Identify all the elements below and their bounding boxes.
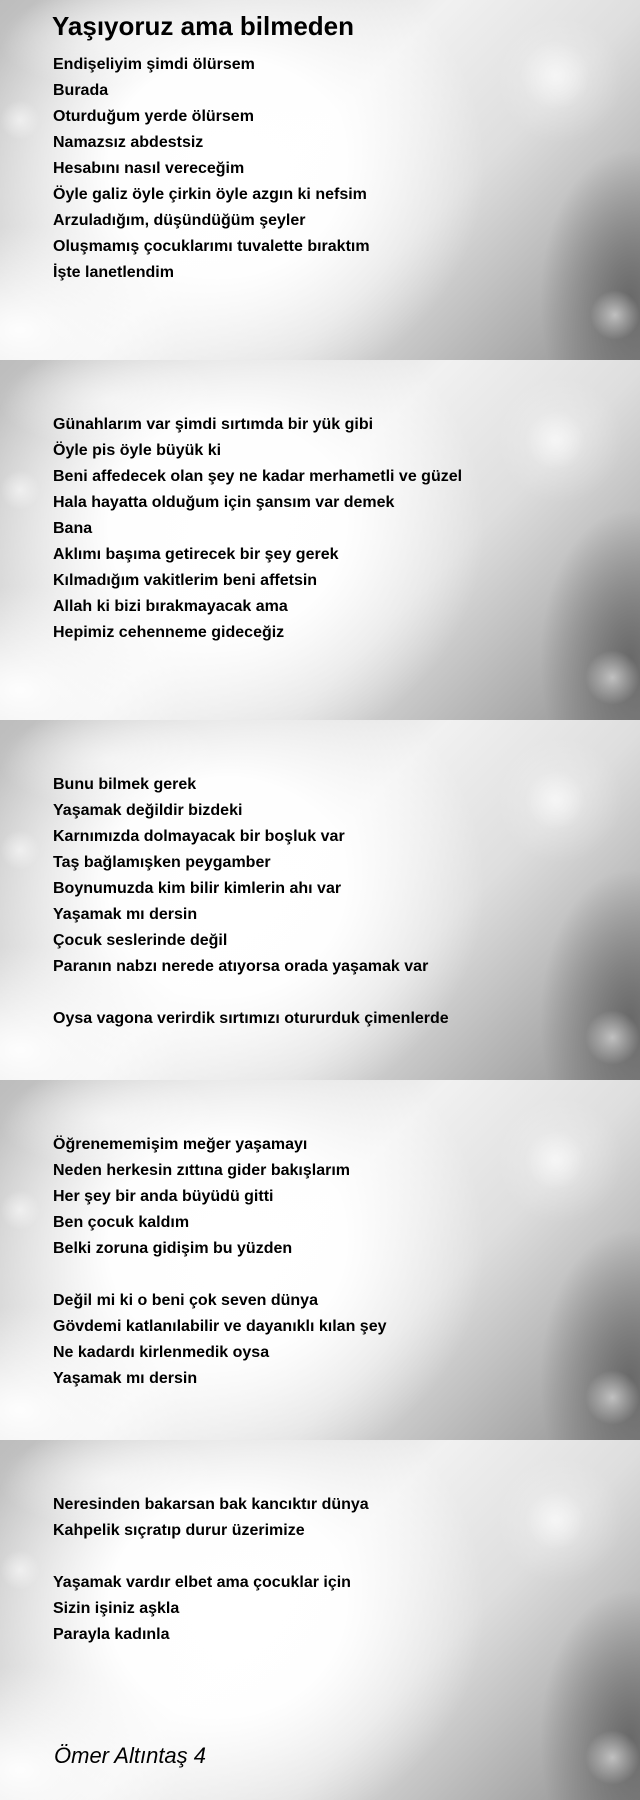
poem-panel-1 [0,0,640,360]
stanza-1 [53,52,370,286]
poem-line: Taş bağlamışken peygamber [53,854,271,871]
poem-line: Oturduğum yerde ölürsem [53,108,254,125]
poem-panel-4 [0,1080,640,1440]
stanza-5 [53,1492,369,1648]
poem-line: Hepimiz cehenneme gideceğiz [53,624,285,641]
poem-line: Kılmadığım vakitlerim beni affetsin [53,572,318,589]
poem-line: Namazsız abdestsiz [53,134,204,151]
stanza-2 [53,412,462,646]
bokeh-decoration [0,1190,40,1230]
author-signature: Ömer Altıntaş 4 [54,1743,207,1768]
poem-line: Hesabını nasıl vereceğim [53,160,245,177]
poem-line: Yaşamak değildir bizdeki [53,802,243,819]
poem-line: Burada [53,82,109,99]
poem-line: Yaşamak mı dersin [53,906,198,923]
poem-line: Belki zoruna gidişim bu yüzden [53,1240,293,1257]
bokeh-decoration [525,1130,585,1190]
poem-line: Bunu bilmek gerek [53,776,197,793]
bokeh-decoration [585,1730,640,1785]
poem-panel-5 [0,1440,640,1800]
poem-line: Kahpelik sıçratıp durur üzerimize [53,1522,305,1539]
poem-line: Gövdemi katlanılabilir ve dayanıklı kılan şey [53,1318,387,1335]
poem-line: Parayla kadınla [53,1626,170,1643]
poem-panel-2 [0,360,640,720]
stanza-gap [53,1544,369,1570]
bokeh-decoration [0,1550,40,1590]
stanza-3 [53,772,449,1032]
poem-line: Yaşamak mı dersin [53,1370,198,1387]
bokeh-decoration [0,100,40,140]
poem-line: Endişeliyim şimdi ölürsem [53,56,255,73]
bokeh-decoration [585,1010,640,1065]
poem-line: Bana [53,520,93,537]
poem-line: Aklımı başıma getirecek bir şey gerek [53,546,339,563]
bokeh-decoration [0,830,40,870]
poem-line: Karnımızda dolmayacak bir boşluk var [53,828,345,845]
poem-line: İşte lanetlendim [53,264,174,281]
poem-line: Arzuladığım, düşündüğüm şeyler [53,212,306,229]
poem-line: Oysa vagona verirdik sırtımızı otururduk çimenlerde [53,1010,449,1027]
poem-line: Ben çocuk kaldım [53,1214,190,1231]
stanza-gap [53,1262,386,1288]
poem-line: Çocuk seslerinde değil [53,932,228,949]
bokeh-decoration [0,470,40,510]
poem-line: Hala hayatta olduğum için şansım var demek [53,494,395,511]
bokeh-decoration [525,410,585,470]
poem-panel-3 [0,720,640,1080]
bokeh-decoration [525,1490,585,1550]
bokeh-decoration [520,40,590,110]
poem-line: Ne kadardı kirlenmedik oysa [53,1344,270,1361]
poem-line: Sizin işiniz aşkla [53,1600,180,1617]
poem-title: Yaşıyoruz ama bilmeden [52,11,355,41]
poem-line: Neresinden bakarsan bak kancıktır dünya [53,1496,369,1513]
poem-line: Allah ki bizi bırakmayacak ama [53,598,288,615]
poem-line: Oluşmamış çocuklarımı tuvalette bıraktım [53,238,370,255]
poem-line: Her şey bir anda büyüdü gitti [53,1188,274,1205]
bokeh-decoration [590,290,640,340]
poem-line: Boynumuzda kim bilir kimlerin ahı var [53,880,342,897]
poem-line: Öğrenememişim meğer yaşamayı [53,1136,308,1153]
poem-line: Öyle galiz öyle çirkin öyle azgın ki nefsim [53,186,367,203]
stanza-gap [53,980,449,1006]
bokeh-decoration [585,650,640,705]
stanza-4 [53,1132,386,1392]
poem-line: Günahlarım var şimdi sırtımda bir yük gibi [53,416,374,433]
poem-line: Öyle pis öyle büyük ki [53,442,222,459]
bokeh-decoration [525,770,585,830]
poem-line: Neden herkesin zıttına gider bakışlarım [53,1162,350,1179]
poem-line: Yaşamak vardır elbet ama çocuklar için [53,1574,351,1591]
poem-line: Beni affedecek olan şey ne kadar merhametli ve güzel [53,468,463,485]
bokeh-decoration [585,1370,640,1425]
poem-line: Değil mi ki o beni çok seven dünya [53,1292,318,1309]
poem-line: Paranın nabzı nerede atıyorsa orada yaşamak var [53,958,429,975]
